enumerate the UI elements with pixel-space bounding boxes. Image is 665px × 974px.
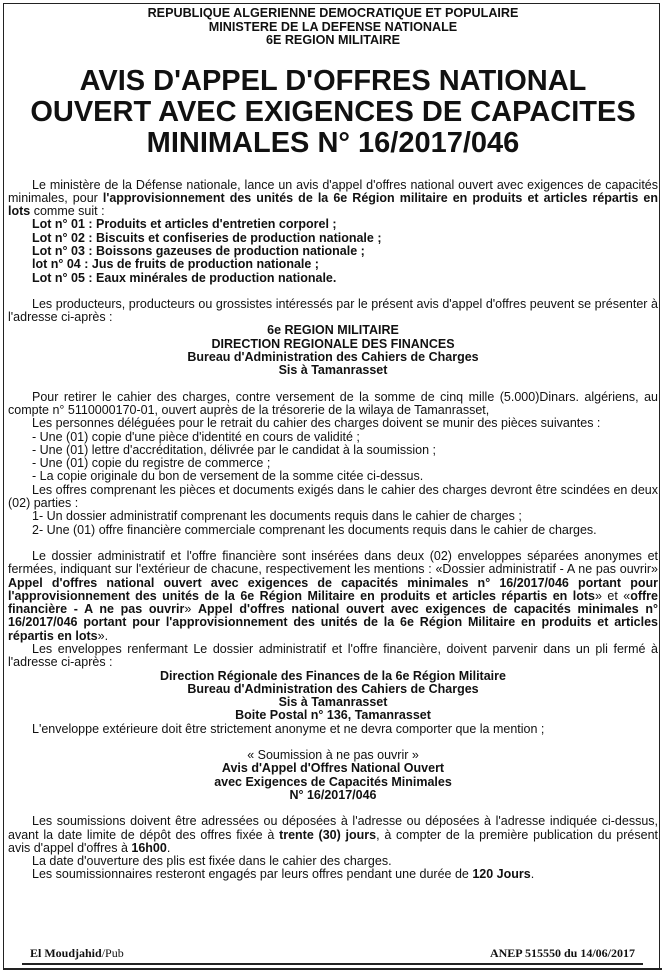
withdrawal-address: 6e REGION MILITAIRE DIRECTION REGIONALE DES FINANCES Bureau d'Administration des Cahiers de Charges Sis à Tamanrasset bbox=[187, 323, 479, 378]
title-line-1: AVIS D'APPEL D'OFFRES NATIONAL bbox=[79, 64, 587, 97]
footer-publisher: El Moudjahid/Pub bbox=[30, 946, 124, 960]
lot-item: Lot n° 01 : Produits et articles d'entretien corporel ; bbox=[32, 217, 337, 232]
withdraw-paragraph: Pour retirer le cahier des charges, contre versement de la somme de cinq mille (5.000)Dinars. algériens, au compte n° 5110000170-01, ouvert auprès de la trésorerie de la wilaya de Tamanrasset, bbox=[8, 389, 658, 417]
notice-title bbox=[8, 66, 658, 159]
lots-list bbox=[8, 218, 658, 284]
lot-item: Lot n° 02 : Biscuits et confiseries de production nationale ; bbox=[32, 230, 382, 245]
lot-item: Lot n° 05 : Eaux minérales de production nationale. bbox=[32, 270, 337, 285]
lot-item: lot n° 04 : Jus de fruits de production nationale ; bbox=[32, 257, 319, 272]
intro-paragraph: Le ministère de la Défense nationale, lance un avis d'appel d'offres national ouvert avec exigences de capacités minimales, pour l'approvisionnement des unités de la 6e Région militaire en produits et articles répartis en lots comme suit : bbox=[8, 177, 658, 219]
notice-page bbox=[8, 7, 658, 882]
document-item: - Une (01) lettre d'accréditation, délivrée par le candidat à la soumission ; bbox=[32, 442, 436, 457]
page-footer bbox=[0, 943, 665, 963]
footer-reference: ANEP 515550 du 14/06/2017 bbox=[489, 946, 635, 960]
title-line-3: MINIMALES N° 16/2017/046 bbox=[146, 126, 520, 159]
header-region: 6E REGION MILITAIRE bbox=[265, 33, 401, 47]
header-ministry: MINISTERE DE LA DEFENSE NATIONALE bbox=[208, 19, 458, 34]
documents-list bbox=[8, 431, 658, 484]
document-item: - Une (01) copie d'une pièce d'identité en cours de validité ; bbox=[32, 429, 360, 444]
engaged-paragraph: Les soumissionnaires resteront engagés par leurs offres pendant une durée de 120 Jours. bbox=[32, 867, 535, 882]
parts-list bbox=[8, 510, 658, 537]
delegates-paragraph: Les personnes déléguées pour le retrait du cahier des charges doivent se munir des pièces suivantes : bbox=[32, 416, 601, 431]
frame-bottom-rule bbox=[3, 968, 662, 970]
document-item: - La copie originale du bon de versement de la somme citée ci-dessus. bbox=[32, 469, 424, 484]
envelopes-paragraph: Les enveloppes renfermant Le dossier administratif et l'offre financière, doivent parvenir dans un pli fermé à l'adresse ci-après : bbox=[8, 642, 658, 670]
dossier-paragraph: Le dossier administratif et l'offre financière sont insérées dans deux (02) enveloppes séparées anonymes et fermées, indiquant sur l'extérieur de chacune, respectivement les mentions : «Dossier administratif - A ne pas ouvrir» Appel d'offres national ouvert avec exigences de capacités minimales n° 16/2017/046 portant pour l'approvisionnement des unités de la 6e Région Militaire en produits et articles répartis en lots» et «offre financière - A ne pas ouvrir» Appel d'offres national ouvert avec exigences de capacités minimales n° 16/2017/046 portant pour l'approvisionnement des unités de la 6e Région Militaire en produits et articles répartis en lots». bbox=[8, 548, 658, 643]
anonymous-paragraph: L'enveloppe extérieure doit être strictement anonyme et ne devra comporter que la mention ; bbox=[32, 721, 545, 736]
deadline-paragraph: Les soumissions doivent être adressées ou déposées à l'adresse ou déposées à l'adresse indiquée ci-dessus, avant la date limite de dépôt des offres fixée à trente (30) jours, à compter de la première publication du présent avis d'appel d'offres à 16h00. bbox=[8, 814, 659, 855]
part-item: 2- Une (01) offre financière commerciale comprenant les documents requis dans le cahier de charges. bbox=[32, 522, 597, 537]
producers-paragraph: Les producteurs, producteurs ou grossistes intéressés par le présent avis d'appel d'offres peuvent se présenter à l'adresse ci-après : bbox=[8, 296, 658, 325]
document-item: - Une (01) copie du registre de commerce ; bbox=[32, 456, 271, 471]
part-item: 1- Un dossier administratif comprenant les documents requis dans le cahier de charges ; bbox=[32, 509, 522, 524]
footer-rule bbox=[22, 963, 643, 965]
lot-item: Lot n° 03 : Boissons gazeuses de production nationale ; bbox=[32, 243, 365, 258]
submission-address: Direction Régionale des Finances de la 6e Région Militaire Bureau d'Administration des Cahiers de Charges Sis à Tamanrasset Boite Postal n° 136, Tamanrasset bbox=[160, 668, 506, 723]
header-republic: REPUBLIQUE ALGERIENNE DEMOCRATIQUE ET POPULAIRE bbox=[147, 6, 519, 20]
opening-paragraph: La date d'ouverture des plis est fixée dans le cahier des charges. bbox=[32, 854, 392, 869]
offers-paragraph: Les offres comprenant les pièces et documents exigés dans le cahier des charges devront être scindées en deux (02) parties : bbox=[8, 482, 658, 511]
envelope-mention: « Soumission à ne pas ouvrir » Avis d'Appel d'Offres National Ouvert avec Exigences de Capacités Minimales N° 16/2017/046 bbox=[214, 748, 452, 802]
notice-header bbox=[8, 7, 658, 48]
title-line-2: OUVERT AVEC EXIGENCES DE CAPACITES bbox=[30, 95, 636, 128]
